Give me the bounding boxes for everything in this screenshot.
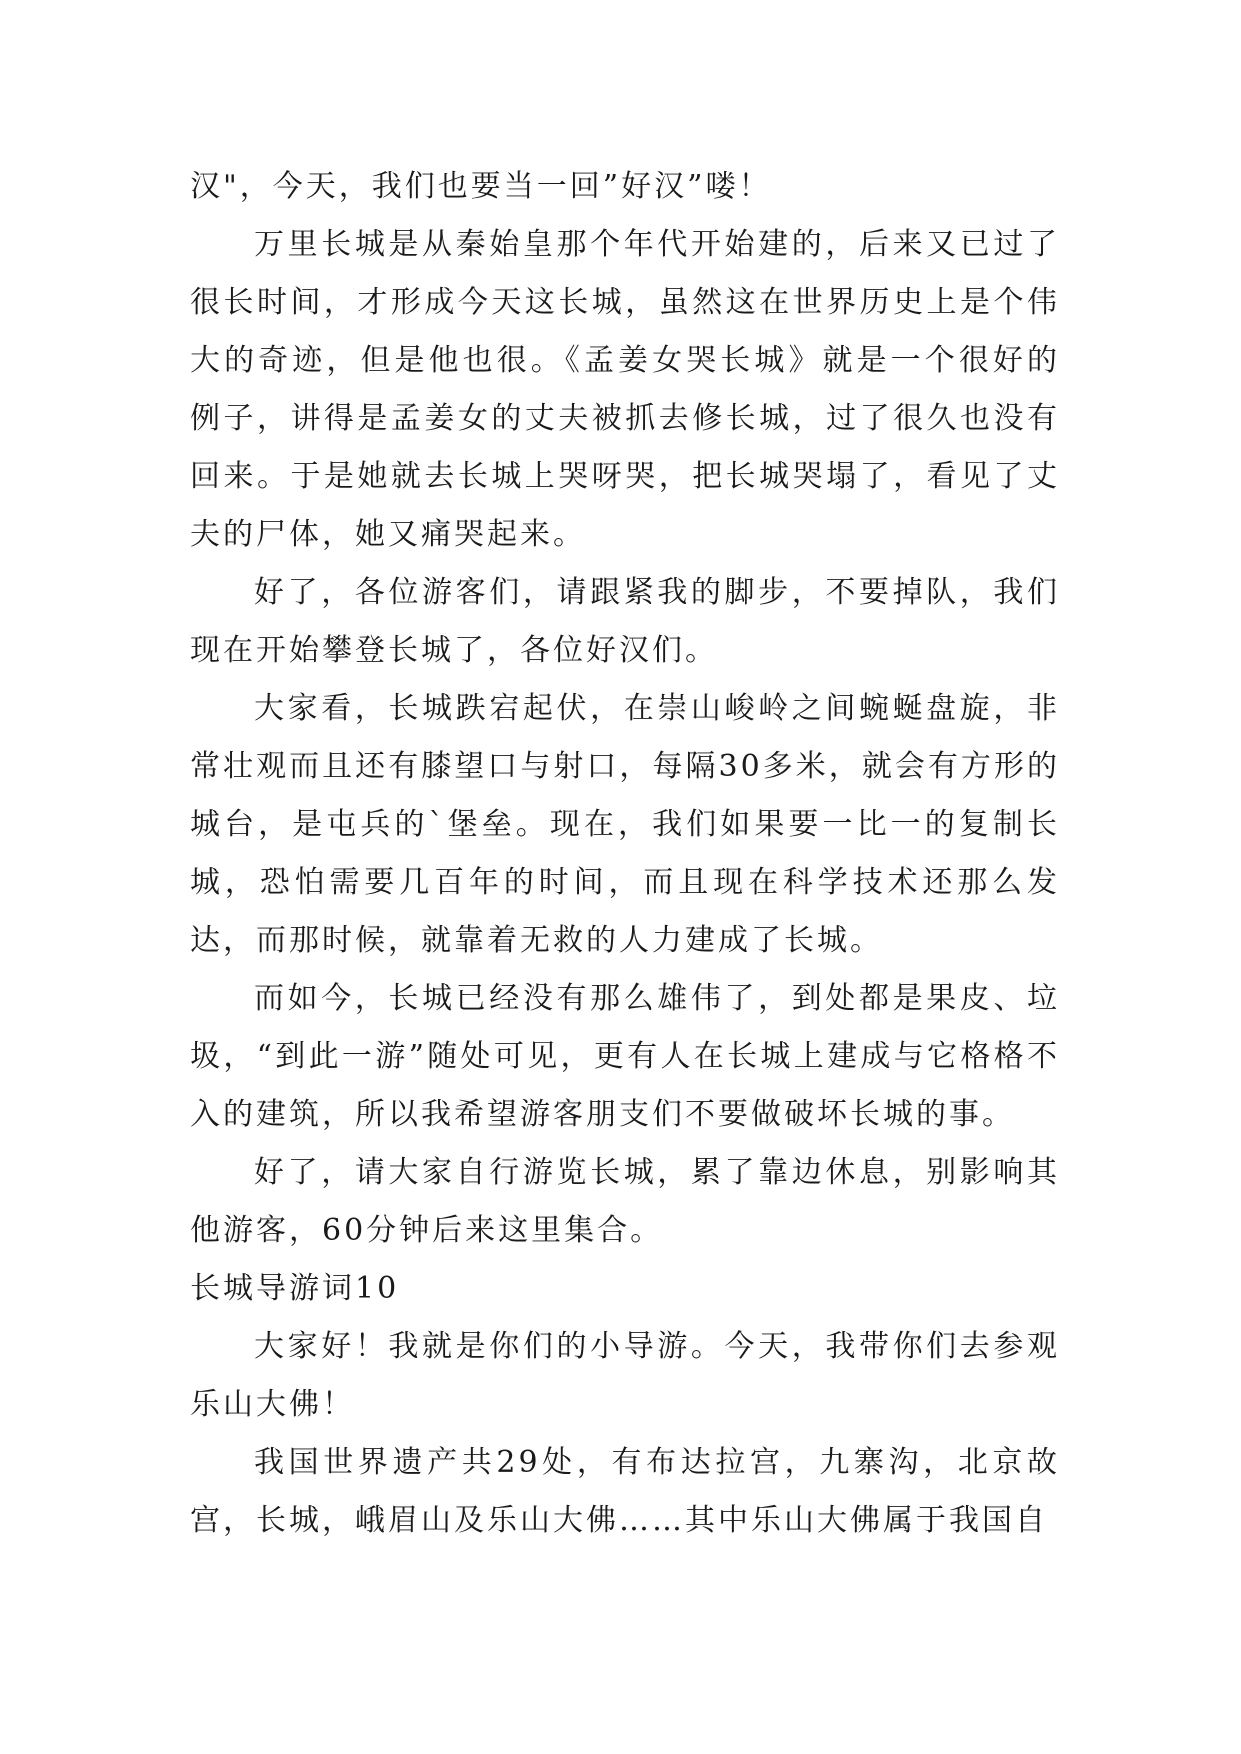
document-body [190, 158, 1060, 1550]
paragraph-3: 好了，各位游客们，请跟紧我的脚步，不要掉队，我们现在开始攀登长城了，各位好汉们。 [190, 575, 1060, 668]
paragraph-4: 大家看，长城跌宕起伏，在崇山峻岭之间蜿蜒盘旋，非常壮观而且还有膝望口与射口，每隔30多米，就会有方形的城台，是屯兵的`堡垒。现在，我们如果要一比一的复制长城，恐怕需要几百年的时间，而且现在科学技术还那么发达，而那时候，就靠着无救的人力建成了长城。 [190, 691, 1060, 958]
paragraph-8: 我国世界遗产共29处，有布达拉宫，九寨沟，北京故宫，长城，峨眉山及乐山大佛……其中乐山大佛属于我国自 [190, 1445, 1060, 1538]
paragraph-2: 万里长城是从秦始皇那个年代开始建的，后来又已过了很长时间，才形成今天这长城，虽然这在世界历史上是个伟大的奇迹，但是他也很。《孟姜女哭长城》就是一个很好的例子，讲得是孟姜女的丈夫被抓去修长城，过了很久也没有回来。于是她就去长城上哭呀哭，把长城哭塌了，看见了丈夫的尸体，她又痛哭起来。 [190, 227, 1060, 552]
paragraph-1: 汉"，今天，我们也要当一回”好汉”喽！ [190, 169, 772, 204]
paragraph-7: 大家好！我就是你们的小导游。今天，我带你们去参观乐山大佛！ [190, 1329, 1060, 1422]
section-heading: 长城导游词10 [190, 1271, 400, 1306]
paragraph-5: 而如今，长城已经没有那么雄伟了，到处都是果皮、垃圾，“到此一游”随处可见，更有人在长城上建成与它格格不入的建筑，所以我希望游客朋支们不要做破坏长城的事。 [190, 981, 1060, 1132]
paragraph-6: 好了，请大家自行游览长城，累了靠边休息，别影响其他游客，60分钟后来这里集合。 [190, 1155, 1060, 1248]
